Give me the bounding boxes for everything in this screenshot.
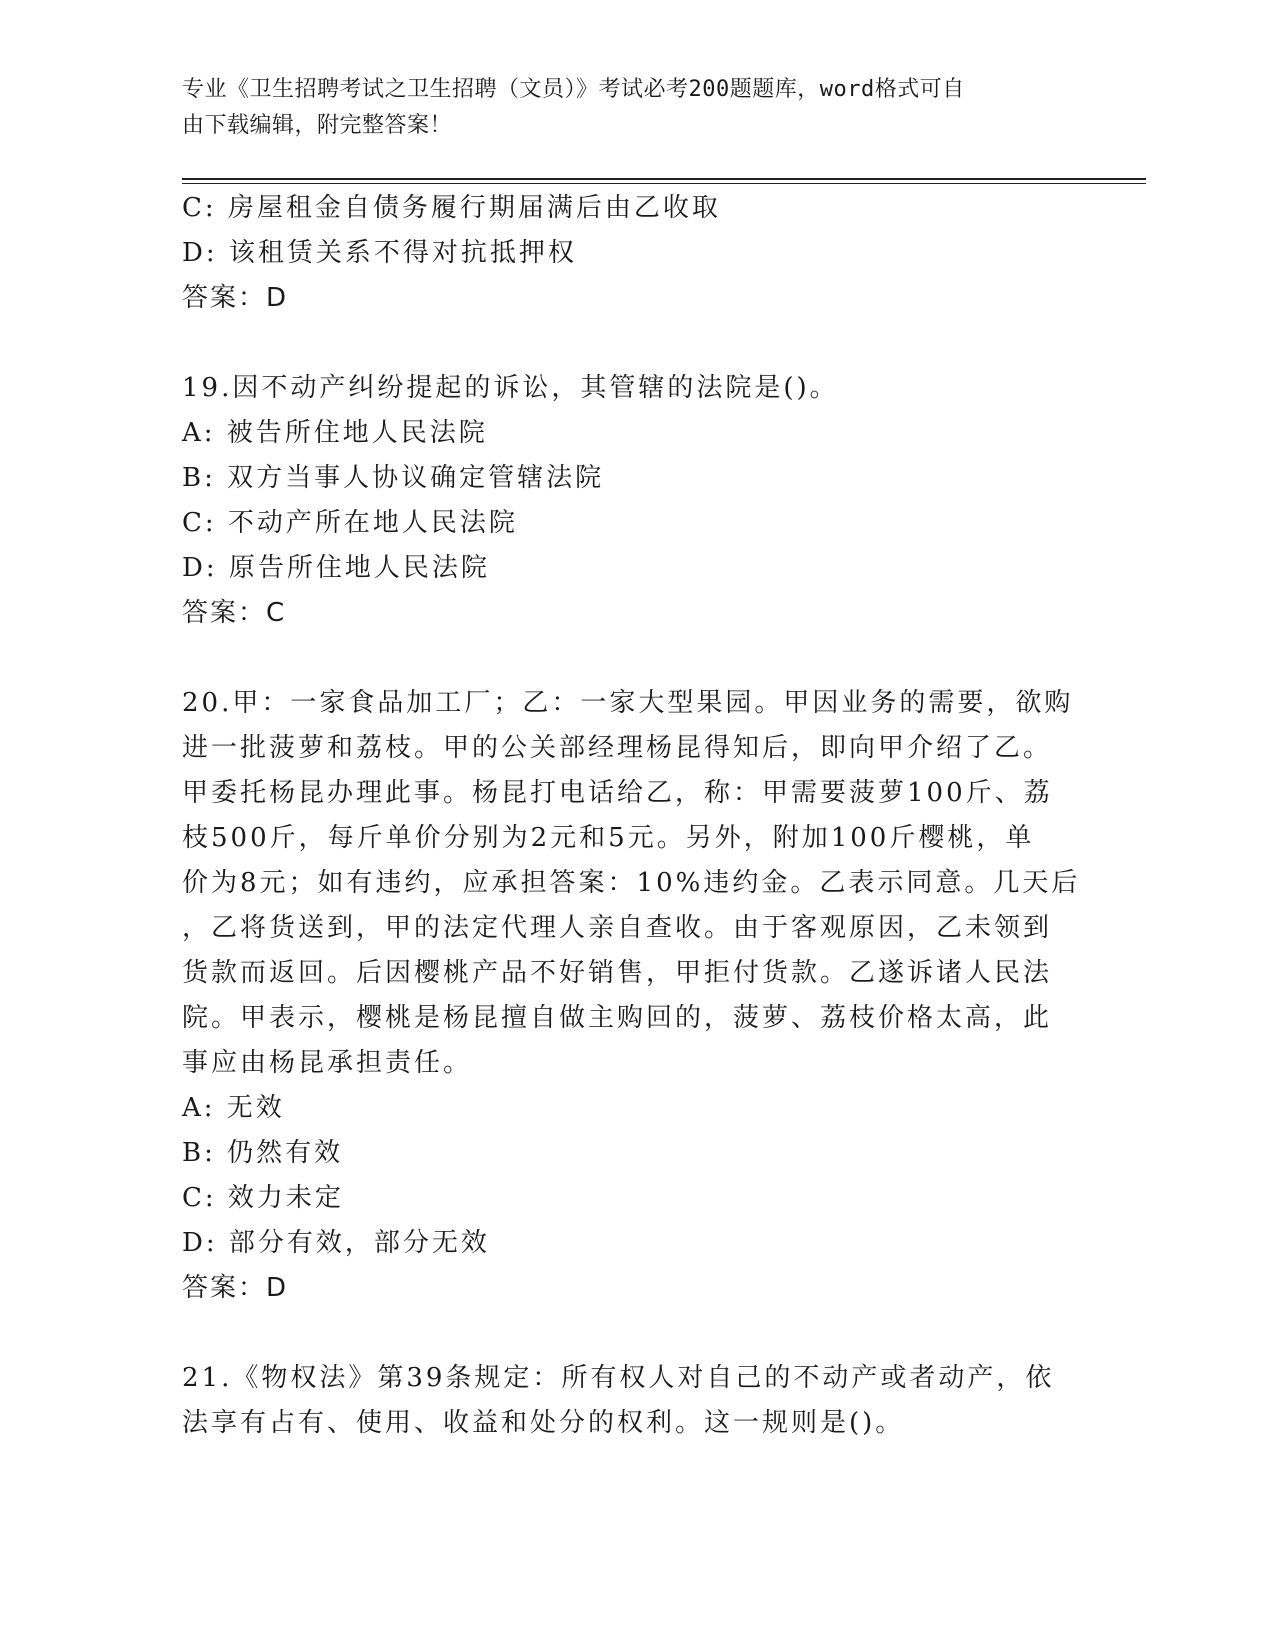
header-line-2: 由下载编辑，附完整答案！ bbox=[182, 113, 453, 138]
header-line-1: 专业《卫生招聘考试之卫生招聘（文员）》考试必考200题题库，word格式可自 bbox=[182, 77, 965, 102]
answer-line: 答案：C bbox=[182, 598, 287, 628]
answer-line: 答案：D bbox=[182, 283, 289, 313]
question-20 bbox=[182, 681, 1082, 1311]
answer-line: 答案：D bbox=[182, 1273, 289, 1303]
question-19 bbox=[182, 366, 1082, 636]
question-stem: 19.因不动产纠纷提起的诉讼，其管辖的法院是()。 bbox=[182, 373, 839, 403]
option-d: D: 原告所住地人民法院 bbox=[182, 553, 490, 583]
question-spacer bbox=[182, 321, 1082, 366]
header-divider-thick bbox=[182, 178, 1146, 180]
question-stem-line: 20.甲：一家食品加工厂；乙：一家大型果园。甲因业务的需要，欲购 bbox=[182, 688, 1074, 718]
option-d: D: 该租赁关系不得对抗抵押权 bbox=[182, 238, 577, 268]
option-a: A: 无效 bbox=[182, 1093, 285, 1123]
previous-question-tail bbox=[182, 186, 1082, 321]
question-stem-line: 货款而返回。后因樱桃产品不好销售，甲拒付货款。乙遂诉诸人民法 bbox=[182, 958, 1053, 988]
page-header bbox=[182, 72, 1062, 144]
option-d: D: 部分有效，部分无效 bbox=[182, 1228, 490, 1258]
question-stem-line: 院。甲表示，樱桃是杨昆擅自做主购回的，菠萝、荔枝价格太高，此 bbox=[182, 1003, 1053, 1033]
option-a: A: 被告所住地人民法院 bbox=[182, 418, 488, 448]
option-b: B: 仍然有效 bbox=[182, 1138, 344, 1168]
question-stem-line: ，乙将货送到，甲的法定代理人亲自查收。由于客观原因，乙未领到 bbox=[182, 913, 1053, 943]
question-spacer bbox=[182, 1311, 1082, 1356]
question-stem-line: 价为8元；如有违约，应承担答案：10%违约金。乙表示同意。几天后 bbox=[182, 868, 1081, 898]
question-stem-line: 事应由杨昆承担责任。 bbox=[182, 1048, 473, 1078]
option-b: B: 双方当事人协议确定管辖法院 bbox=[182, 463, 605, 493]
option-c: C: 不动产所在地人民法院 bbox=[182, 508, 518, 538]
question-spacer bbox=[182, 636, 1082, 681]
question-stem-line: 21.《物权法》第39条规定：所有权人对自己的不动产或者动产，依 bbox=[182, 1363, 1055, 1393]
option-c: C: 效力未定 bbox=[182, 1183, 344, 1213]
option-c: C: 房屋租金自债务履行期届满后由乙收取 bbox=[182, 193, 721, 223]
header-divider-thin bbox=[182, 183, 1146, 184]
question-content bbox=[182, 186, 1082, 1446]
question-stem-line: 进一批菠萝和荔枝。甲的公关部经理杨昆得知后，即向甲介绍了乙。 bbox=[182, 733, 1053, 763]
question-stem-line: 枝500斤，每斤单价分别为2元和5元。另外，附加100斤樱桃，单 bbox=[182, 823, 1035, 853]
question-stem-line: 法享有占有、使用、收益和处分的权利。这一规则是()。 bbox=[182, 1408, 905, 1438]
question-stem-line: 甲委托杨昆办理此事。杨昆打电话给乙，称：甲需要菠萝100斤、荔 bbox=[182, 778, 1053, 808]
question-21 bbox=[182, 1356, 1082, 1446]
